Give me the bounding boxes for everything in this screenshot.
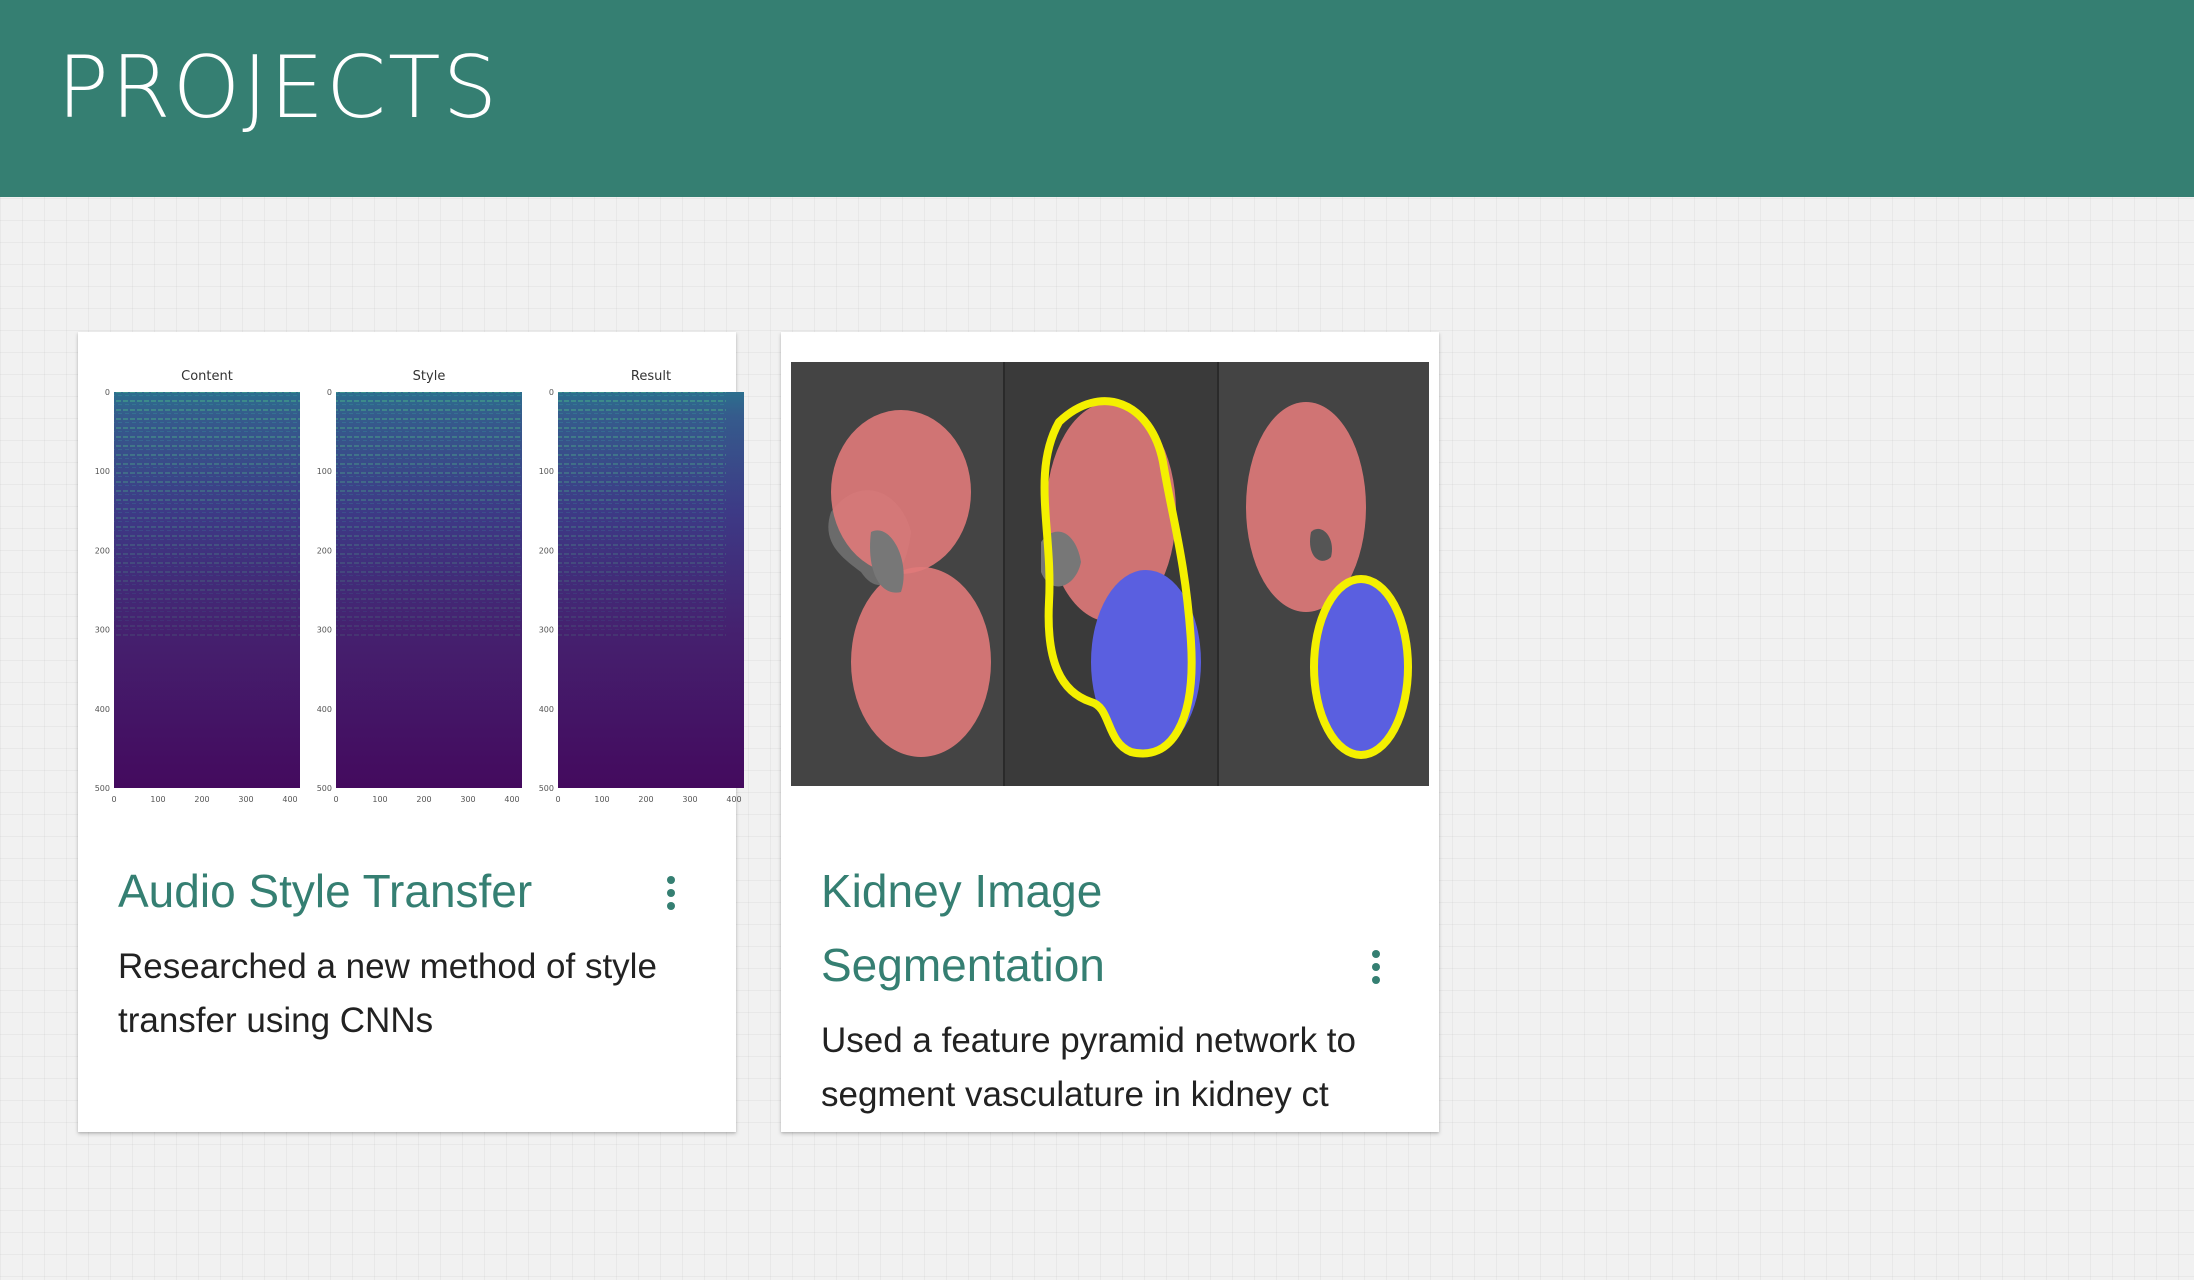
y-tick-label: 500 — [316, 784, 332, 793]
project-card-kidney-segmentation[interactable] — [781, 332, 1439, 1132]
y-tick-label: 100 — [538, 467, 554, 477]
x-tick-label: 200 — [638, 795, 654, 804]
x-tick-label: 300 — [238, 795, 254, 804]
spectrogram-panel-label: Style — [412, 369, 446, 384]
project-title[interactable]: Audio Style Transfer — [118, 865, 533, 917]
y-tick-label: 300 — [316, 625, 332, 635]
y-tick-label: 400 — [94, 704, 110, 714]
project-description: Researched a new method of style transfer using CNNs — [118, 947, 657, 1040]
project-title[interactable]: Kidney Image Segmentation — [821, 865, 1105, 991]
project-card-audio-style-transfer[interactable] — [78, 332, 742, 1132]
x-tick-label: 300 — [682, 795, 698, 804]
spectrogram-texture — [114, 392, 300, 638]
spectrogram-texture — [558, 392, 744, 638]
y-tick-label: 300 — [94, 625, 110, 635]
x-tick-label: 300 — [460, 795, 476, 804]
more-options-icon[interactable] — [656, 868, 686, 918]
x-tick-label: 100 — [594, 795, 610, 804]
y-tick-label: 500 — [94, 784, 110, 793]
y-tick-label: 0 — [548, 388, 554, 397]
x-tick-label: 400 — [504, 795, 520, 804]
y-tick-label: 200 — [316, 546, 332, 556]
more-options-icon[interactable] — [1361, 942, 1391, 992]
y-tick-label: 300 — [538, 625, 554, 635]
x-tick-label: 0 — [333, 795, 339, 804]
y-tick-label: 400 — [316, 704, 332, 714]
project-description: Used a feature pyramid network to segment vasculature in kidney ct — [821, 1021, 1356, 1114]
page-header — [0, 0, 2194, 197]
x-tick-label: 0 — [555, 795, 561, 804]
spectrogram-thumbnail — [88, 362, 742, 804]
page-title: PROJECTS — [57, 38, 500, 138]
y-tick-label: 0 — [104, 388, 110, 397]
x-tick-label: 200 — [416, 795, 432, 804]
spectrogram-panel-label: Content — [181, 369, 233, 384]
y-tick-label: 200 — [94, 546, 110, 556]
x-tick-label: 100 — [372, 795, 388, 804]
y-tick-label: 100 — [94, 467, 110, 477]
kidney-ct-thumbnail — [791, 362, 1429, 786]
x-tick-label: 0 — [111, 795, 117, 804]
y-tick-label: 0 — [326, 388, 332, 397]
y-tick-label: 200 — [538, 546, 554, 556]
spectrogram-panel-label: Result — [630, 369, 672, 384]
y-tick-label: 100 — [316, 467, 332, 477]
y-tick-label: 400 — [538, 704, 554, 714]
x-tick-label: 400 — [726, 795, 742, 804]
x-tick-label: 100 — [150, 795, 166, 804]
x-tick-label: 400 — [282, 795, 298, 804]
x-tick-label: 200 — [194, 795, 210, 804]
y-tick-label: 500 — [538, 784, 554, 793]
spectrogram-texture — [336, 392, 522, 638]
